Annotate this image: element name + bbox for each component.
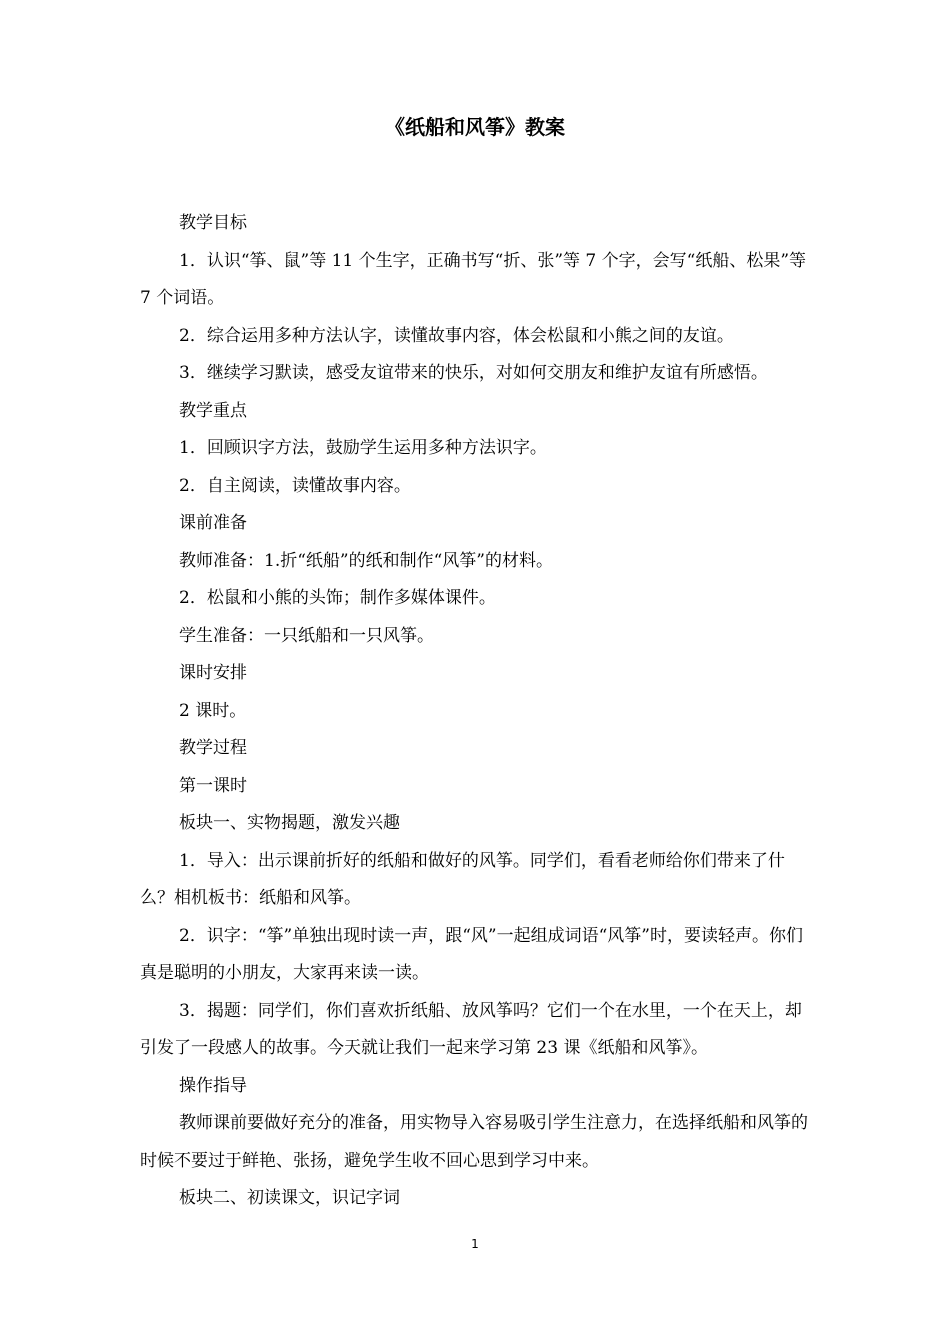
schedule-text: 2 课时。 — [179, 700, 247, 721]
process-step-1: 1．导入：出示课前折好的纸船和做好的风筝。同学们，看看老师给你们带来了什么？相机板书：纸船和风筝。 — [140, 850, 785, 908]
section-heading-guidance: 操作指导 — [179, 1075, 247, 1096]
block-heading-1: 板块一、实物揭题，激发兴趣 — [179, 813, 400, 833]
process-step-2: 2．识字：“筝”单独出现时读一声，跟“风”一起组成词语“风筝”时，要读轻声。你们真是聪明的小朋友，大家再来读一读。 — [140, 925, 803, 983]
document-body — [140, 205, 812, 1218]
objective-item-2: 2．综合运用多种方法认字，读懂故事内容，体会松鼠和小熊之间的友谊。 — [179, 325, 734, 346]
section-heading-objectives: 教学目标 — [179, 213, 247, 233]
page-number: 1 — [471, 1237, 479, 1251]
document-title: 《纸船和风筝》教案 — [385, 115, 565, 139]
preparation-teacher-2: 2．松鼠和小熊的头饰；制作多媒体课件。 — [179, 588, 496, 608]
preparation-teacher: 教师准备：1.折“纸船”的纸和制作“风筝”的材料。 — [179, 550, 553, 571]
section-heading-key-points: 教学重点 — [179, 400, 247, 421]
process-step-3: 3．揭题：同学们，你们喜欢折纸船、放风筝吗？它们一个在水里，一个在天上，却引发了一段感人的故事。今天就让我们一起来学习第 23 课《纸船和风筝》。 — [140, 1000, 802, 1058]
guidance-text: 教师课前要做好充分的准备，用实物导入容易吸引学生注意力，在选择纸船和风筝的时候不要过于鲜艳、张扬，避免学生收不回心思到学习中来。 — [140, 1113, 808, 1171]
preparation-student: 学生准备：一只纸船和一只风筝。 — [179, 625, 434, 646]
objective-item-3: 3．继续学习默读，感受友谊带来的快乐，对如何交朋友和维护友谊有所感悟。 — [179, 363, 768, 383]
key-point-item-2: 2．自主阅读，读懂故事内容。 — [179, 475, 411, 496]
section-heading-process: 教学过程 — [179, 738, 247, 758]
section-heading-preparation: 课前准备 — [179, 513, 247, 533]
section-heading-schedule: 课时安排 — [179, 663, 247, 683]
lesson-heading-first: 第一课时 — [179, 775, 247, 796]
objective-item-1: 1．认识“筝、鼠”等 11 个生字，正确书写“折、张”等 7 个字，会写“纸船、松果”等 7 个词语。 — [140, 250, 807, 308]
block-heading-2: 板块二、初读课文，识记字词 — [179, 1188, 400, 1208]
key-point-item-1: 1．回顾识字方法，鼓励学生运用多种方法识字。 — [179, 438, 547, 458]
